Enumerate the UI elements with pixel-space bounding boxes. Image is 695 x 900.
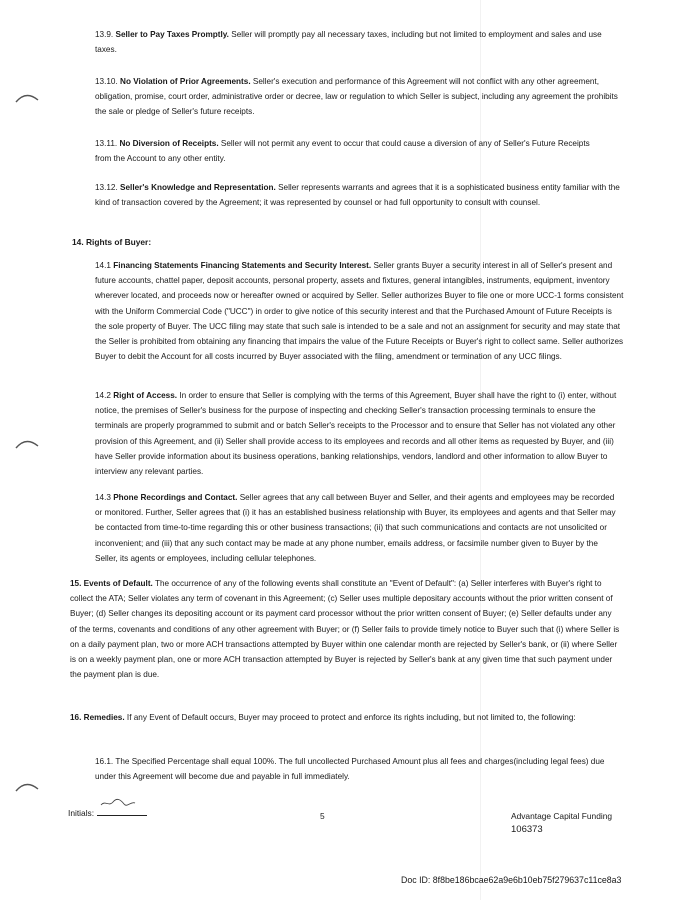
doc-id: Doc ID: 8f8be186bcae62a9e6b10eb75f279637c11ce8a3 (401, 875, 622, 885)
initials-line (97, 806, 147, 816)
section-16 (70, 710, 590, 725)
hole-punch-mark (14, 436, 40, 450)
section-13-11 (95, 136, 605, 166)
section-body: Seller's execution and performance of this Agreement will not conflict with any other agreement, obligation, promise, court order, administrative order or decree, law or regulation to which Seller is subject, including any agreement the prohibits the sale or pledge of Seller's future receipts. (95, 77, 618, 117)
page-number: 5 (320, 811, 325, 821)
section-body: Seller agrees that any call between Buyer and Seller, and their agents and employees may be recorded or monitored. Further, Seller agrees that (i) it has an established business relationship with Buyer, its employees and agents and that Seller may be contacted from time-to-time regarding this or other business transactions; (ii) that such communications and contacts are not unsolicited or inconvenient; and (iii) that any such contact may be made at any phone number, emails address, or facsimile number given to Buyer by the Seller, its agents or employees, including cellular telephones. (95, 493, 616, 563)
section-body: Seller will promptly pay all necessary taxes, including but not limited to employment and sales and use taxes. (95, 30, 602, 55)
section-number: 14.2 (95, 391, 111, 400)
company-name: Advantage Capital Funding (511, 811, 613, 821)
account-number: 106373 (511, 824, 543, 835)
section-title: Seller to Pay Taxes Promptly. (115, 30, 229, 39)
initials-field (68, 806, 147, 818)
section-title: Seller's Knowledge and Representation. (120, 183, 276, 192)
section-title: Financing Statements Financing Statements and Security Interest. (113, 261, 372, 270)
section-number: 13.10. (95, 77, 118, 86)
section-title: Phone Recordings and Contact. (113, 493, 238, 502)
initials-label: Initials: (68, 808, 95, 818)
section-13-10 (95, 74, 620, 120)
section-title: Remedies. (83, 713, 125, 722)
section-body: The occurrence of any of the following events shall constitute an "Event of Default": (a) Seller interferes with Buyer's right to collect the ATA; Seller violates any term of covenant in this Agreement; (c) Seller uses multiple depositary accounts without the prior written consent of Buyer; (d) Seller changes its depositing account or its payment card processor without the prior written consent of Buyer; (e) Seller defaults under any of the terms, covenants and conditions of any other agreement with Buyer; or (f) Seller fails to provide timely notice to Buyer such that (i) where Seller is on a daily payment plan, two or more ACH transactions attempted by Buyer within one calendar month are rejected by Seller's bank, or (ii) where Seller is on a weekly payment plan, one or more ACH transaction attempted by Buyer is rejected by Seller's bank at any given time that such payment under the payment plan is due. (70, 579, 620, 680)
section-15 (70, 576, 620, 682)
section-14-2 (95, 388, 620, 479)
section-title: No Diversion of Receipts. (119, 139, 219, 148)
section-title: Events of Default. (83, 579, 153, 588)
section-number: 14.3 (95, 493, 111, 502)
section-14-3 (95, 490, 620, 566)
section-number: 16. (70, 713, 82, 722)
section-number: 14.1 (95, 261, 111, 270)
section-13-12 (95, 180, 620, 210)
section-13-9 (95, 27, 620, 57)
hole-punch-mark (14, 90, 40, 104)
section-body: Seller represents warrants and agrees that it is a sophisticated business entity familiar with the kind of transaction covered by the Agreement; it was represented by counsel or had full opportunity to consult with counsel. (95, 183, 620, 208)
section-body: If any Event of Default occurs, Buyer may proceed to protect and enforce its rights including, but not limited to, the following: (126, 713, 576, 722)
section-title: No Violation of Prior Agreements. (120, 77, 251, 86)
hole-punch-mark (14, 779, 40, 793)
section-number: 13.11. (95, 139, 118, 148)
section-body: Seller grants Buyer a security interest in all of Seller's present and future accounts, chattel paper, deposit accounts, personal property, assets and fixtures, general intangibles, instruments, equipment, inventory wherever located, and proceeds now or hereafter owned or acquired by Seller. Seller authorizes Buyer to file one or more UCC-1 forms consistent with the Uniform Commercial Code ("UCC") in order to give notice of this security interest and that the Purchased Amount of Future Receipts is the sole property of Buyer. The UCC filing may state that such sale is intended to be a sale and not an assignment for security and may state that the Seller is prohibited from obtaining any financing that impairs the value of the Future Receipts or Buyer's right to collect same. Seller authorizes Buyer to debit the Account for all costs incurred by Buyer associated with the filing, amendment or termination of any UCC filings. (95, 261, 624, 362)
section-number: 13.9. (95, 30, 114, 39)
section-16-1: 16.1. The Specified Percentage shall equal 100%. The full uncollected Purchased Amount plus all fees and charges(including legal fees) due under this Agreement will become due and payable in full immediately. (95, 757, 605, 782)
section-body: In order to ensure that Seller is complying with the terms of this Agreement, Buyer shall have the right to (i) enter, without notice, the premises of Seller's business for the purpose of inspecting and checking Seller's transaction processing terminals to ensure the terminals are properly programmed to submit and or batch Seller's receipts to the Processor and to ensure that Seller has not violated any other provision of this Agreement, and (ii) Seller shall provide access to its employees and records and all other items as requested by Buyer, and (iii) have Seller provide information about its business operations, banking relationships, vendors, landlord and other information to allow Buyer to interview any relevant parties. (95, 391, 617, 477)
section-14-heading: 14. Rights of Buyer: (72, 237, 152, 247)
section-number: 13.12. (95, 183, 118, 192)
section-title: Right of Access. (113, 391, 178, 400)
section-number: 15. (70, 579, 82, 588)
section-body: Seller will not permit any event to occur that could cause a diversion of any of Seller's Future Receipts from the Account to any other entity. (95, 139, 590, 164)
section-14-1 (95, 258, 625, 364)
